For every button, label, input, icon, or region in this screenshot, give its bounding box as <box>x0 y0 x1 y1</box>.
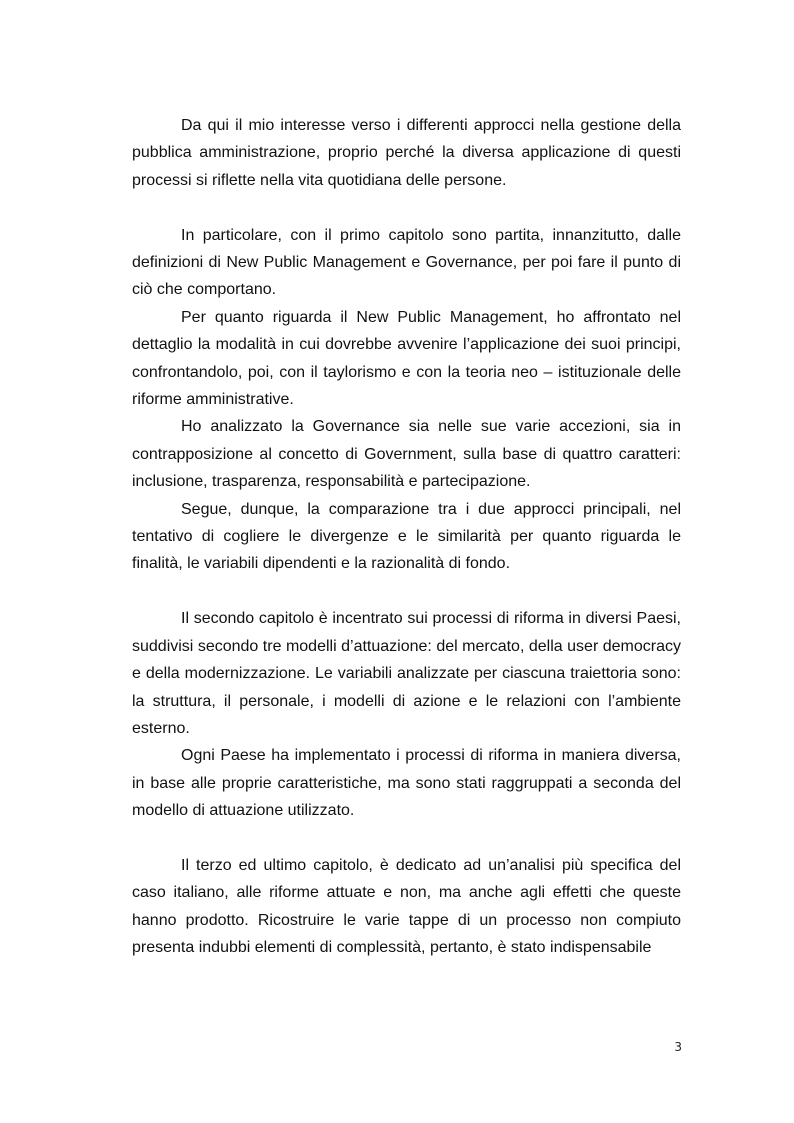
paragraph-chapter-one: In particolare, con il primo capitolo sono partita, innanzitutto, dalle definizioni di New Public Management e Governance, per poi fare il punto di ciò che comportano. <box>132 226 681 299</box>
paragraph-chapter-two: Il secondo capitolo è incentrato sui processi di riforma in diversi Paesi, suddivisi secondo tre modelli d’attuazione: del mercato, della user democracy e della modernizzazione. Le variabili analizzate per ciascuna traiettoria sono: la struttura, il personale, i modelli di azione e le relazioni con l’ambiente esterno. <box>132 610 681 737</box>
paragraph-governance: Ho analizzato la Governance sia nelle sue varie accezioni, sia in contrapposizione al concetto di Government, sulla base di quattro caratteri: inclusione, trasparenza, responsabilità e partecipazione. <box>132 418 681 491</box>
paragraph-intro: Da qui il mio interesse verso i differenti approcci nella gestione della pubblica amministrazione, proprio perché la diversa applicazione di questi processi si riflette nella vita quotidiana delle persone. <box>132 117 681 189</box>
page-number: 3 <box>674 1040 682 1054</box>
paragraph-comparison: Segue, dunque, la comparazione tra i due approcci principali, nel tentativo di cogliere le divergenze e le similarità per quanto riguarda le finalità, le variabili dipendenti e la razionalità di fondo. <box>132 500 681 573</box>
paragraph-gap <box>132 194 681 221</box>
paragraph-chapter-three: Il terzo ed ultimo capitolo, è dedicato ad un’analisi più specifica del caso italiano, alle riforme attuate e non, ma anche agli effetti che queste hanno prodotto. Ricostruire le varie tappe di un processo non compiuto presenta indubbi elementi di complessità, pertanto, è stato indispensabile <box>132 856 681 957</box>
paragraph-new-public-management: Per quanto riguarda il New Public Management, ho affrontato nel dettaglio la modalità in cui dovrebbe avvenire l’applicazione dei suoi principi, confrontandolo, poi, con il taylorismo e con la teoria neo – istituzionale delle riforme amministrative. <box>132 308 681 409</box>
paragraph-gap <box>132 578 681 605</box>
paragraph-country-reforms: Ogni Paese ha implementato i processi di riforma in maniera diversa, in base alle proprie caratteristiche, ma sono stati raggruppati a seconda del modello di attuazione utilizzato. <box>132 747 681 820</box>
paragraph-gap <box>132 825 681 852</box>
body-text <box>132 112 681 962</box>
